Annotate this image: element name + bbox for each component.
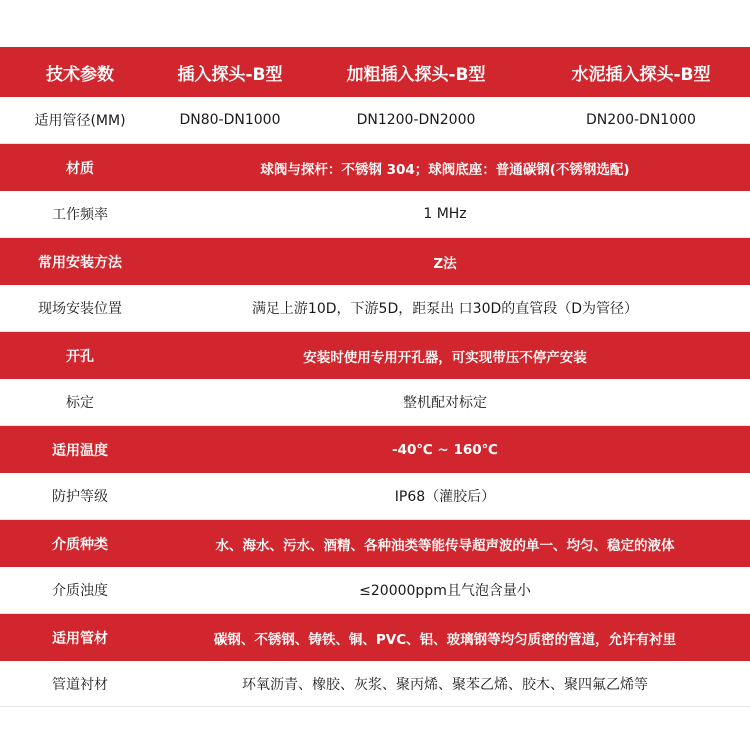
- spec-value: IP68（灌胶后）: [394, 489, 496, 505]
- spec-value: 1 MHz: [423, 206, 467, 222]
- spec-value: ≤20000ppm且气泡含量小: [359, 583, 531, 599]
- spec-label: 适用管材: [52, 630, 108, 647]
- pipe-diameter-col-1: DN80-DN1000: [179, 112, 281, 128]
- spec-row-calibration: [0, 379, 750, 426]
- spec-row-frequency: [0, 191, 750, 238]
- spec-value: 整机配对标定: [403, 395, 487, 411]
- spec-row-install-method: [0, 238, 750, 285]
- spec-row-install-position: [0, 285, 750, 332]
- spec-label: 防护等级: [52, 489, 108, 505]
- spec-value: 碳钢、不锈钢、铸铁、铜、PVC、铝、玻璃钢等均匀质密的管道，允许有衬里: [213, 631, 677, 648]
- spec-value: 满足上游10D，下游5D，距泵出 口30D的直管段（D为管径）: [251, 301, 639, 317]
- header-col-2: 加粗插入探头-B型: [346, 64, 486, 85]
- spec-value: 水、海水、污水、酒精、各种油类等能传导超声波的单一、均匀、稳定的液体: [215, 537, 675, 554]
- spec-label: 管道衬材: [52, 676, 108, 693]
- spec-label: 常用安装方法: [38, 254, 122, 271]
- spec-label: 现场安装位置: [38, 301, 122, 317]
- spec-label: 介质种类: [52, 536, 108, 553]
- header-col-3: 水泥插入探头-B型: [571, 64, 711, 85]
- spec-row-medium-type: [0, 520, 750, 567]
- spec-row-pipe-material: [0, 614, 750, 661]
- header-label: 技术参数: [46, 64, 114, 85]
- spec-row-drilling: [0, 332, 750, 379]
- pipe-diameter-label: 适用管径(MM): [34, 113, 126, 129]
- spec-row-pipe-lining: [0, 661, 750, 707]
- spec-table: [0, 47, 750, 707]
- spec-row-turbidity: [0, 567, 750, 614]
- spec-label: 标定: [66, 395, 94, 411]
- header-col-1: 插入探头-B型: [177, 64, 283, 85]
- spec-label: 介质浊度: [52, 583, 108, 599]
- spec-label: 工作频率: [52, 207, 108, 223]
- spec-label: 适用温度: [52, 442, 108, 459]
- spec-label: 开孔: [66, 348, 94, 365]
- spec-value: 环氧沥青、橡胶、灰浆、聚丙烯、聚苯乙烯、胶木、聚四氟乙烯等: [242, 676, 648, 693]
- spec-row-protection: [0, 473, 750, 520]
- table-header-row: [0, 47, 750, 97]
- spec-row-material: [0, 144, 750, 191]
- spec-value: -40℃ ~ 160℃: [392, 441, 498, 458]
- pipe-diameter-row: [0, 97, 750, 144]
- spec-label: 材质: [66, 160, 94, 177]
- spec-value: Z法: [433, 255, 457, 272]
- pipe-diameter-col-3: DN200-DN1000: [586, 112, 696, 128]
- spec-row-temperature: [0, 426, 750, 473]
- spec-value: 球阀与探杆：不锈钢 304；球阀底座：普通碳钢(不锈钢选配): [260, 161, 630, 178]
- spec-value: 安装时使用专用开孔器，可实现带压不停产安装: [303, 349, 587, 366]
- pipe-diameter-col-2: DN1200-DN2000: [356, 112, 476, 128]
